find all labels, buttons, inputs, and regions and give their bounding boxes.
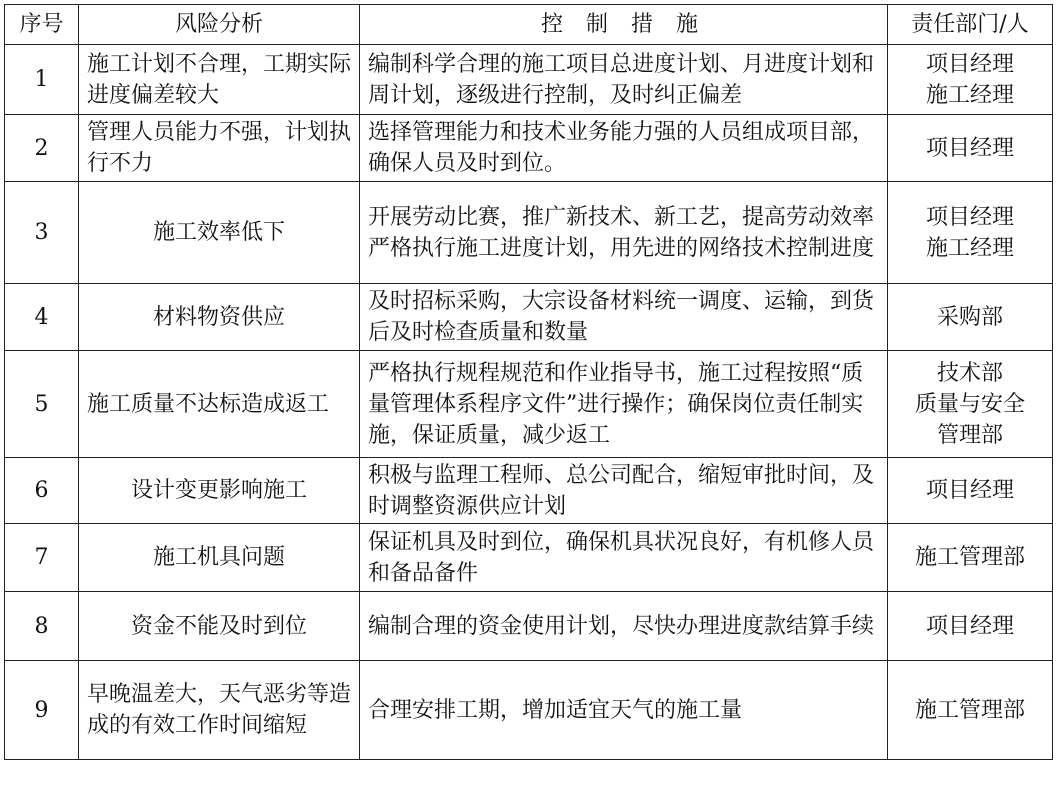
row-dept xyxy=(888,524,1053,592)
row-dept xyxy=(888,351,1053,458)
dept-line: 项目经理 xyxy=(925,613,1014,639)
table-row xyxy=(5,115,1053,182)
row-dept xyxy=(888,115,1053,182)
dept-line: 管理部 xyxy=(936,422,1003,448)
table-row xyxy=(5,592,1053,661)
dept-line: 质量与安全 xyxy=(914,391,1025,417)
row-control: 合理安排工期，增加适宜天气的施工量 xyxy=(360,661,888,760)
dept-line: 项目经理 xyxy=(925,204,1014,230)
row-control: 开展劳动比赛，推广新技术、新工艺，提高劳动效率严格执行施工进度计划，用先进的网络技术控制进度 xyxy=(360,182,888,284)
row-no: 4 xyxy=(5,284,79,351)
row-no: 9 xyxy=(5,661,79,760)
table-row xyxy=(5,524,1053,592)
dept-line: 施工管理部 xyxy=(914,697,1025,723)
row-control: 严格执行规程规范和作业指导书，施工过程按照“质量管理体系程序文件”进行操作；确保岗位责任制实施，保证质量，减少返工 xyxy=(360,351,888,458)
row-no: 2 xyxy=(5,115,79,182)
row-dept xyxy=(888,592,1053,661)
row-risk: 早晚温差大，天气恶劣等造成的有效工作时间缩短 xyxy=(79,661,360,760)
row-risk: 管理人员能力不强，计划执行不力 xyxy=(79,115,360,182)
table-row xyxy=(5,458,1053,524)
row-control: 及时招标采购，大宗设备材料统一调度、运输，到货后及时检查质量和数量 xyxy=(360,284,888,351)
risk-control-table xyxy=(4,4,1053,760)
row-no: 7 xyxy=(5,524,79,592)
dept-line: 项目经理 xyxy=(925,135,1014,161)
header-no: 序号 xyxy=(5,5,79,45)
dept-line: 施工管理部 xyxy=(914,545,1025,570)
dept-line: 项目经理 xyxy=(925,478,1014,503)
row-risk: 资金不能及时到位 xyxy=(79,592,360,661)
table-row xyxy=(5,351,1053,458)
table-row xyxy=(5,661,1053,760)
row-no: 1 xyxy=(5,45,79,115)
dept-line: 施工经理 xyxy=(925,235,1014,261)
table-row xyxy=(5,182,1053,284)
row-no: 6 xyxy=(5,458,79,524)
dept-line: 采购部 xyxy=(936,304,1003,330)
table-header-row xyxy=(5,5,1053,45)
row-no: 5 xyxy=(5,351,79,458)
row-dept xyxy=(888,45,1053,115)
row-control: 积极与监理工程师、总公司配合，缩短审批时间，及时调整资源供应计划 xyxy=(360,458,888,524)
row-risk: 施工质量不达标造成返工 xyxy=(79,351,360,458)
row-dept xyxy=(888,182,1053,284)
table-row xyxy=(5,45,1053,115)
header-control: 控 制 措 施 xyxy=(360,5,888,45)
table-row xyxy=(5,284,1053,351)
row-no: 8 xyxy=(5,592,79,661)
header-risk: 风险分析 xyxy=(79,5,360,45)
row-dept xyxy=(888,458,1053,524)
row-no: 3 xyxy=(5,182,79,284)
row-risk: 设计变更影响施工 xyxy=(79,458,360,524)
dept-line: 项目经理 xyxy=(925,51,1014,77)
row-control: 选择管理能力和技术业务能力强的人员组成项目部，确保人员及时到位。 xyxy=(360,115,888,182)
row-risk: 施工机具问题 xyxy=(79,524,360,592)
row-risk: 材料物资供应 xyxy=(79,284,360,351)
header-dept: 责任部门/人 xyxy=(888,5,1053,45)
row-dept xyxy=(888,661,1053,760)
dept-line: 施工经理 xyxy=(925,82,1014,108)
risk-table-container xyxy=(4,4,1052,760)
row-risk: 施工效率低下 xyxy=(79,182,360,284)
row-control: 保证机具及时到位，确保机具状况良好，有机修人员和备品备件 xyxy=(360,524,888,592)
row-control: 编制合理的资金使用计划，尽快办理进度款结算手续 xyxy=(360,592,888,661)
dept-line: 技术部 xyxy=(936,360,1003,386)
row-control: 编制科学合理的施工项目总进度计划、月进度计划和周计划，逐级进行控制，及时纠正偏差 xyxy=(360,45,888,115)
row-dept xyxy=(888,284,1053,351)
row-risk: 施工计划不合理，工期实际进度偏差较大 xyxy=(79,45,360,115)
